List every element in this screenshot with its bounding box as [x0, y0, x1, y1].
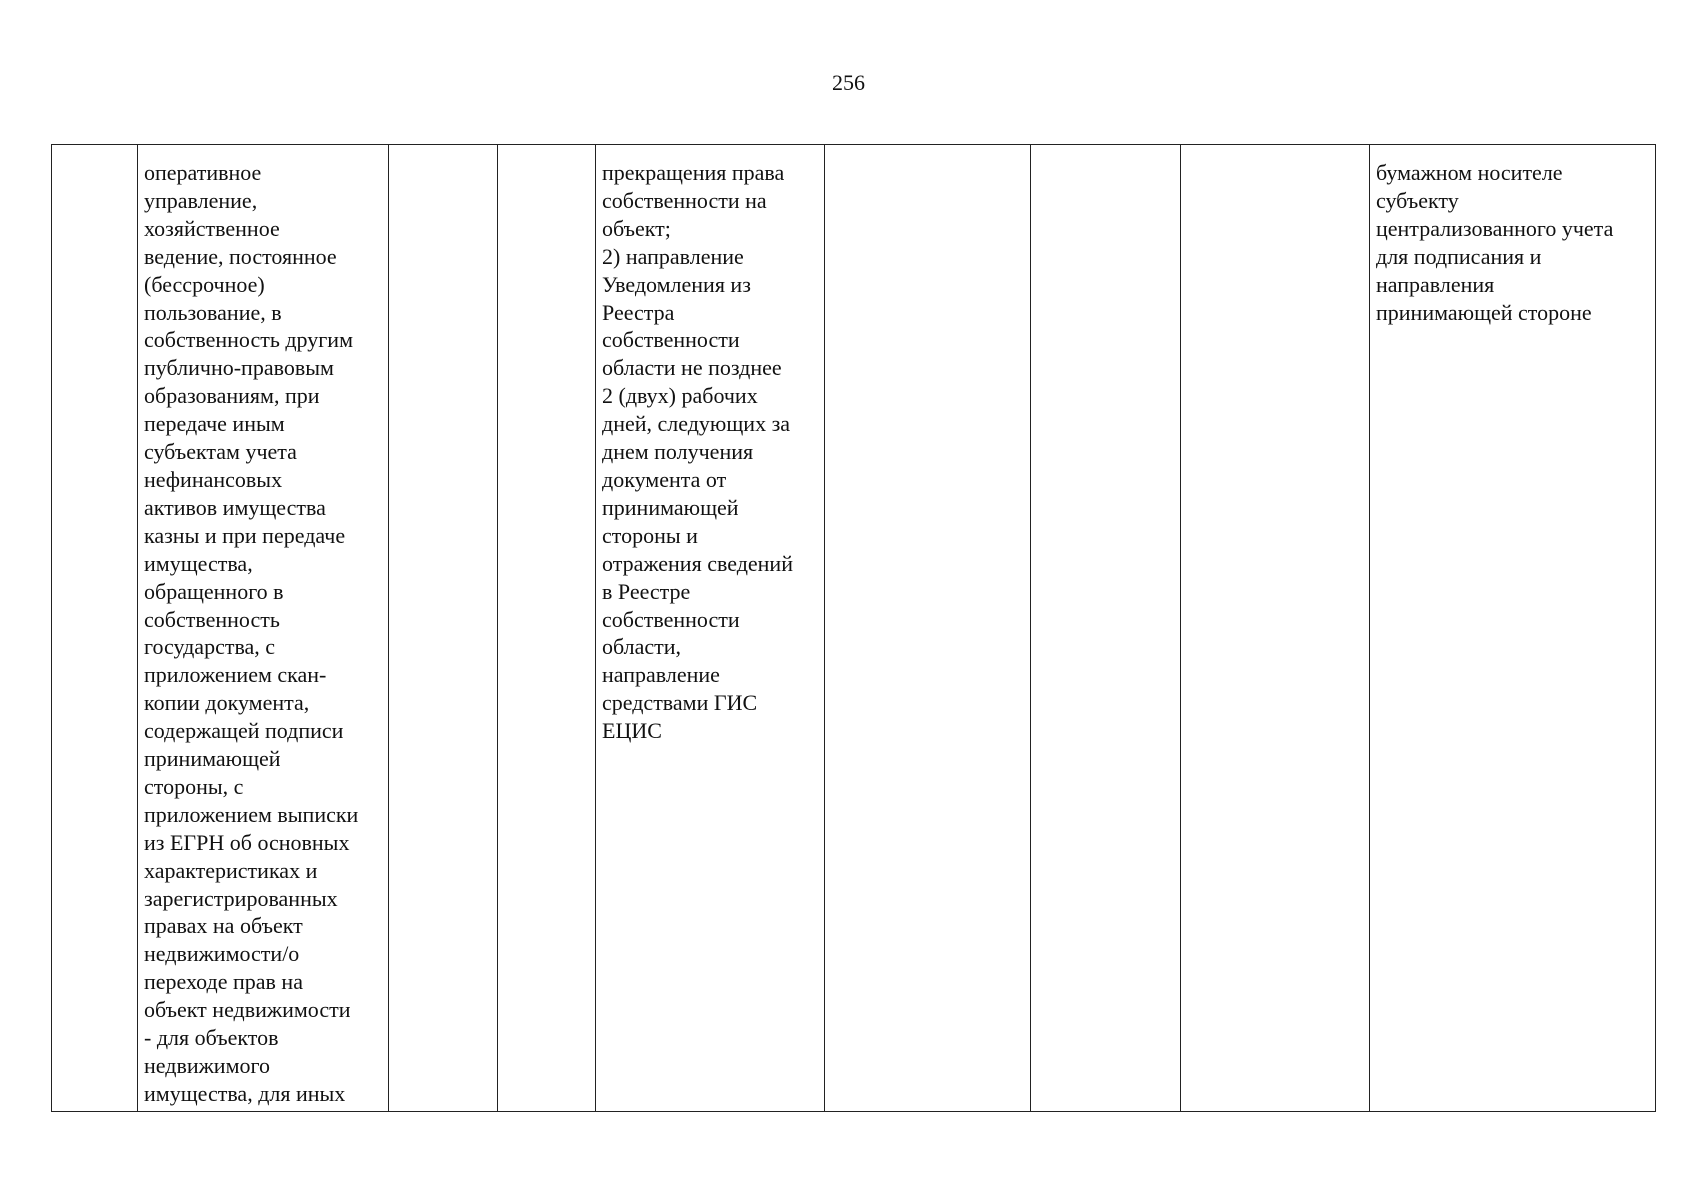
document-table [51, 144, 1656, 1112]
page-number: 256 [832, 70, 865, 95]
table-cell-col7 [1031, 145, 1181, 1112]
table-cell-col3 [389, 145, 498, 1112]
table-cell-col5: прекращения права собственности на объект; 2) направление Уведомления из Реестра собственности области не позднее 2 (двух) рабочих дней, следующих за днем получения документа от принимающей стороны и отражения сведений в Реестре собственности области, направление средствами ГИС ЕЦИС [596, 145, 825, 1112]
table-cell-col4 [498, 145, 596, 1112]
table-cell-col8 [1181, 145, 1370, 1112]
table-cell-col1 [52, 145, 138, 1112]
table-row [52, 145, 1656, 1112]
table-cell-col6 [825, 145, 1031, 1112]
table-cell-col9: бумажном носителе субъекту централизованного учета для подписания и направления принимающей стороне [1370, 145, 1656, 1112]
table-cell-col2: оперативное управление, хозяйственное ведение, постоянное (бессрочное) пользование, в собственность другим публично-правовым образованиям, при передаче иным субъектам учета нефинансовых активов имущества казны и при передаче имущества, обращенного в собственность государства, с приложением скан- копии документа, содержащей подписи принимающей стороны, с приложением выписки из ЕГРН об основных характеристиках и зарегистрированных правах на объект недвижимости/о переходе прав на объект недвижимости - для объектов недвижимого имущества, для иных [138, 145, 389, 1112]
